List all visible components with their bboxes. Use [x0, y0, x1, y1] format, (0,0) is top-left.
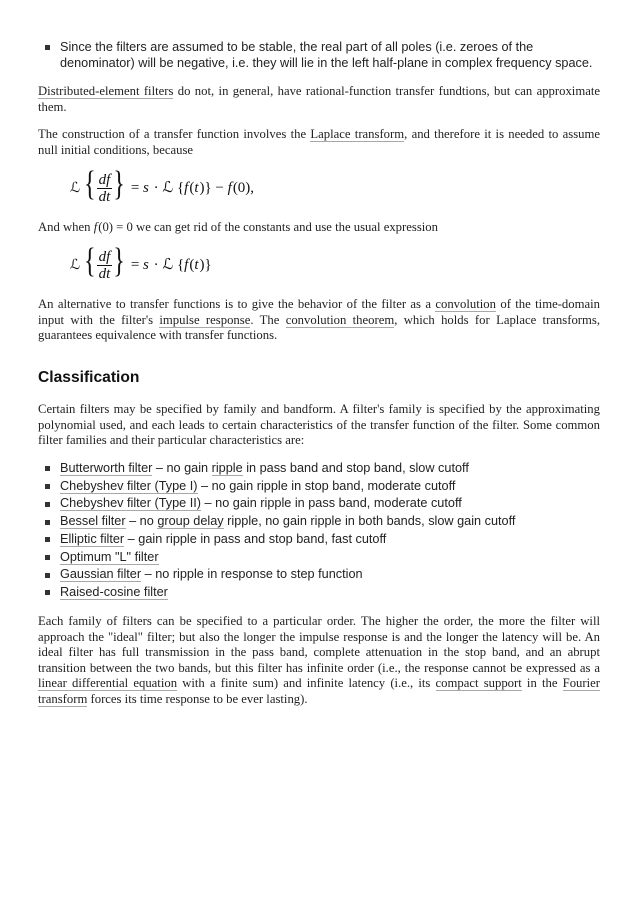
elliptic-filter-link[interactable]: Elliptic filter [60, 531, 125, 546]
family-description: ripple, no gain ripple in both bands, slow gain cutoff [223, 514, 516, 529]
raised-cosine-filter-link[interactable]: Raised-cosine filter [60, 584, 168, 599]
bullet-icon [45, 466, 50, 471]
family-description: – gain ripple in pass and stop band, fast cutoff [124, 531, 387, 546]
impulse-response-link[interactable]: impulse response [159, 312, 251, 327]
paragraph-text: , which holds for Laplace transforms, guarantees equivalence with transfer functions. [38, 312, 600, 343]
math-variable: s [143, 180, 149, 196]
list-item [38, 513, 606, 531]
list-item [38, 584, 606, 602]
paragraph-text: forces its time response to be ever lasting). [87, 691, 308, 706]
math-token: = [130, 257, 144, 273]
bullet-icon [45, 573, 50, 578]
paragraph-text: Certain filters may be specified by family and bandform. A filter's family is specified by the approximating polynomial used, and each leads to certain characteristics of the transfer function of the filter. Some common filter families and their particular characteristics are: [38, 402, 600, 448]
bullet-icon [45, 484, 50, 489]
math-variable: s [143, 257, 149, 273]
paragraph-text: Each family of filters can be specified to a particular order. The higher the order, the more the filter will approach the "ideal" filter; but also the longer the impulse response is and the longer the latency will be. An ideal filter has full transmission in the pass band, complete attenuation in the stop band, and an abrupt transition between the two bands, but this filter has infinite order (i.e., the response cannot be expressed as a [38, 614, 600, 675]
paragraph-text: do not, in general, have rational-function transfer fundtions, but can approximate them. [38, 84, 600, 114]
distributed-element-filters-link[interactable]: Distributed-element filters [38, 84, 174, 98]
math-token: )} − [199, 180, 228, 196]
left-brace: { [84, 243, 96, 281]
family-description: – no gain ripple in pass band, moderate cutoff [201, 496, 462, 511]
chebyshev-type-2-link[interactable]: Chebyshev filter (Type II) [60, 496, 202, 511]
bullet-icon [45, 520, 50, 525]
family-description: in pass band and stop band, slow cutoff [242, 461, 469, 475]
convolution-theorem-link[interactable]: convolution theorem [285, 312, 395, 327]
optimum-l-filter-link[interactable]: Optimum "L" filter [60, 549, 159, 564]
family-description: – no ripple in response to step function [141, 567, 363, 582]
chebyshev-type-1-link[interactable]: Chebyshev filter (Type I) [60, 478, 198, 493]
list-item [38, 566, 606, 584]
math-token: ( [189, 257, 195, 273]
math-variable: f [93, 220, 98, 234]
math-token: · ℒ { [149, 180, 185, 196]
laplace-transform-link[interactable]: Laplace transform [310, 127, 405, 141]
bullet-icon [45, 555, 50, 560]
laplace-usual-expression-equation [70, 243, 212, 284]
list-item [38, 531, 606, 549]
distributed-element-paragraph [38, 84, 600, 115]
family-description: – no gain ripple in stop band, moderate cutoff [197, 478, 456, 493]
math-token: (0), [232, 180, 255, 196]
math-token: ( [189, 180, 195, 196]
compact-support-link[interactable]: compact support [435, 676, 522, 691]
filter-order-paragraph [38, 614, 600, 708]
family-description: – no [125, 514, 158, 529]
paragraph-text: (0) = 0 we can get rid of the constants and use the usual expression [98, 220, 438, 234]
math-variable: f [184, 257, 189, 273]
math-variable: t [194, 257, 199, 273]
derivative-fraction [97, 172, 113, 205]
paragraph-text: of the time-domain input with the filter's [38, 297, 600, 327]
math-token: )} [199, 257, 212, 273]
laplace-operator: ℒ [70, 180, 81, 196]
right-brace: } [113, 243, 125, 281]
list-item [38, 549, 606, 567]
paragraph-text: with a finite sum) and infinite latency (i.e., its [177, 676, 436, 691]
equation-right-side [131, 257, 212, 273]
math-variable: f [184, 180, 189, 196]
paragraph-text: . The [250, 312, 286, 327]
fraction-numerator: df [98, 248, 111, 265]
gaussian-filter-link[interactable]: Gaussian filter [60, 567, 142, 582]
bullet-text: Since the filters are assumed to be stable, the real part of all poles (i.e. zeroes of the denominator) will be negative, i.e. they will lie in the left half-plane in complex frequency space. [60, 40, 593, 70]
classification-intro-paragraph [38, 402, 600, 449]
bullet-icon [45, 502, 50, 507]
bullet-icon [45, 537, 50, 542]
fraction-denominator: dt [98, 265, 111, 282]
paragraph-text: The construction of a transfer function involves the [38, 127, 311, 141]
filter-families-list [38, 460, 606, 602]
left-brace: { [84, 166, 96, 204]
group-delay-link[interactable]: group delay [157, 514, 224, 529]
linear-differential-equation-link[interactable]: linear differential equation [38, 676, 178, 691]
list-item [38, 460, 606, 478]
convolution-paragraph [38, 297, 600, 344]
bessel-filter-link[interactable]: Bessel filter [60, 514, 126, 529]
fraction-denominator: dt [98, 188, 111, 205]
equation-right-side [131, 180, 254, 196]
derivative-fraction [97, 249, 113, 282]
list-item [38, 39, 606, 71]
math-variable: f [227, 180, 232, 196]
laplace-paragraph [38, 127, 600, 158]
zero-condition-paragraph [38, 220, 600, 236]
math-token: · ℒ { [149, 257, 185, 273]
list-item [38, 495, 606, 513]
paragraph-text: And when [38, 220, 94, 234]
paragraph-text: , and therefore it is needed to assume null initial conditions, because [38, 127, 600, 157]
fraction-numerator: df [98, 171, 111, 188]
math-variable: t [194, 180, 199, 196]
ripple-link[interactable]: ripple [211, 461, 243, 475]
paragraph-text: An alternative to transfer functions is to give the behavior of the filter as a [38, 297, 436, 311]
butterworth-filter-link[interactable]: Butterworth filter [60, 461, 153, 475]
convolution-link[interactable]: convolution [435, 297, 496, 311]
list-item [38, 478, 606, 496]
bullet-icon [45, 45, 50, 50]
fourier-transform-link[interactable]: Fourier transform [38, 676, 600, 706]
family-description: – no gain [152, 461, 212, 475]
math-token: = [130, 180, 144, 196]
section-heading-classification: Classification [38, 369, 140, 386]
paragraph-text: in the [521, 676, 563, 691]
laplace-derivative-equation [70, 166, 255, 207]
laplace-operator: ℒ [70, 257, 81, 273]
bullet-icon [45, 590, 50, 595]
stability-bullet-list [38, 39, 606, 71]
right-brace: } [113, 166, 125, 204]
